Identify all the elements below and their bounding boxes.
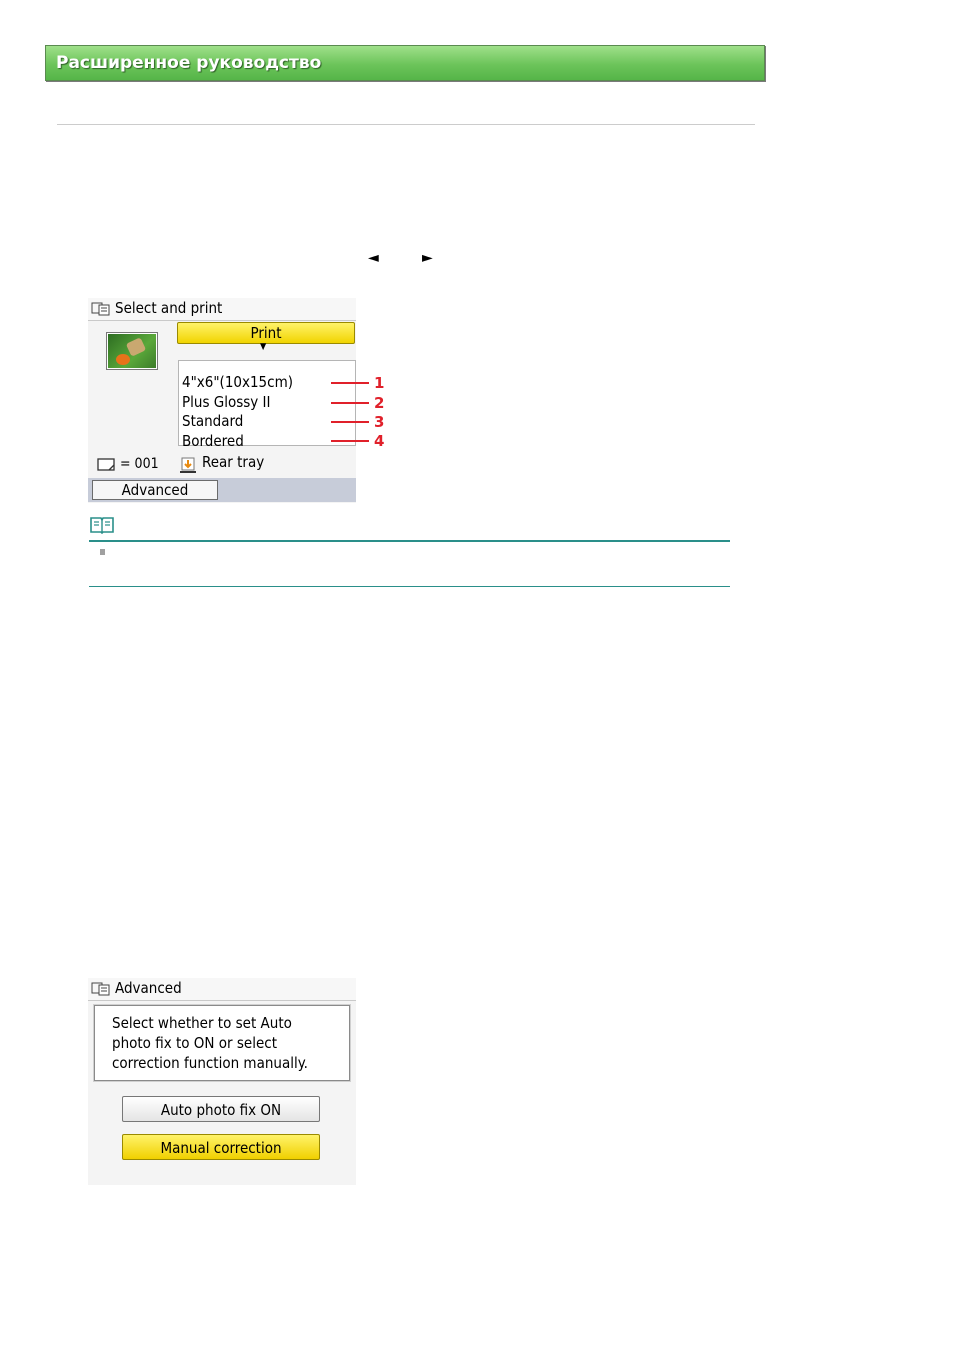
setting-border: Bordered (182, 432, 244, 450)
lcd-advanced (88, 978, 356, 1185)
rear-tray-icon (179, 457, 197, 474)
paper-source: Rear tray (202, 453, 265, 471)
copies-count: = 001 (120, 456, 159, 472)
callout-line-2 (331, 402, 369, 404)
message-line: photo fix to ON or select (112, 1034, 277, 1052)
setting-print-quality: Standard (182, 412, 244, 430)
right-arrow-icon: ► (422, 250, 433, 266)
callout-1: 1 (374, 374, 385, 392)
callout-3: 3 (374, 413, 385, 431)
note-top-rule (89, 540, 730, 542)
lcd-title: Advanced (115, 979, 182, 997)
print-button[interactable]: Print (177, 322, 355, 344)
note-bottom-rule (89, 586, 730, 587)
setting-media-type: Plus Glossy II (182, 393, 271, 411)
auto-photo-fix-button[interactable]: Auto photo fix ON (122, 1096, 320, 1122)
page-title: Расширенное руководство (56, 53, 322, 73)
callout-4: 4 (374, 432, 385, 450)
callout-2: 2 (374, 394, 385, 412)
note-bullet-icon (100, 549, 105, 555)
message-line: Select whether to set Auto (112, 1014, 292, 1032)
message-line: correction function manually. (112, 1054, 308, 1072)
print-settings-box[interactable] (178, 360, 356, 450)
page-header (45, 45, 765, 81)
photo-index-icon (91, 302, 111, 316)
advanced-button[interactable]: Advanced (92, 480, 218, 500)
photo-thumbnail (106, 332, 158, 370)
message-box (94, 1005, 350, 1081)
photo-index-icon (91, 982, 111, 996)
lcd-bottom-bar (88, 478, 356, 502)
callout-line-4 (331, 440, 369, 442)
lcd-title-bar (88, 298, 356, 321)
divider (57, 124, 755, 125)
lcd-title: Select and print (115, 299, 223, 317)
lcd-select-and-print (88, 298, 356, 503)
book-icon (89, 515, 115, 534)
callout-line-1 (331, 382, 369, 384)
manual-correction-button[interactable]: Manual correction (122, 1134, 320, 1160)
lcd-title-bar (88, 978, 356, 1001)
copies-icon (97, 458, 117, 472)
setting-page-size: 4"x6"(10x15cm) (182, 373, 293, 391)
callout-line-3 (331, 421, 369, 423)
left-arrow-icon: ◄ (368, 250, 379, 266)
down-triangle-icon: ▼ (260, 342, 267, 352)
